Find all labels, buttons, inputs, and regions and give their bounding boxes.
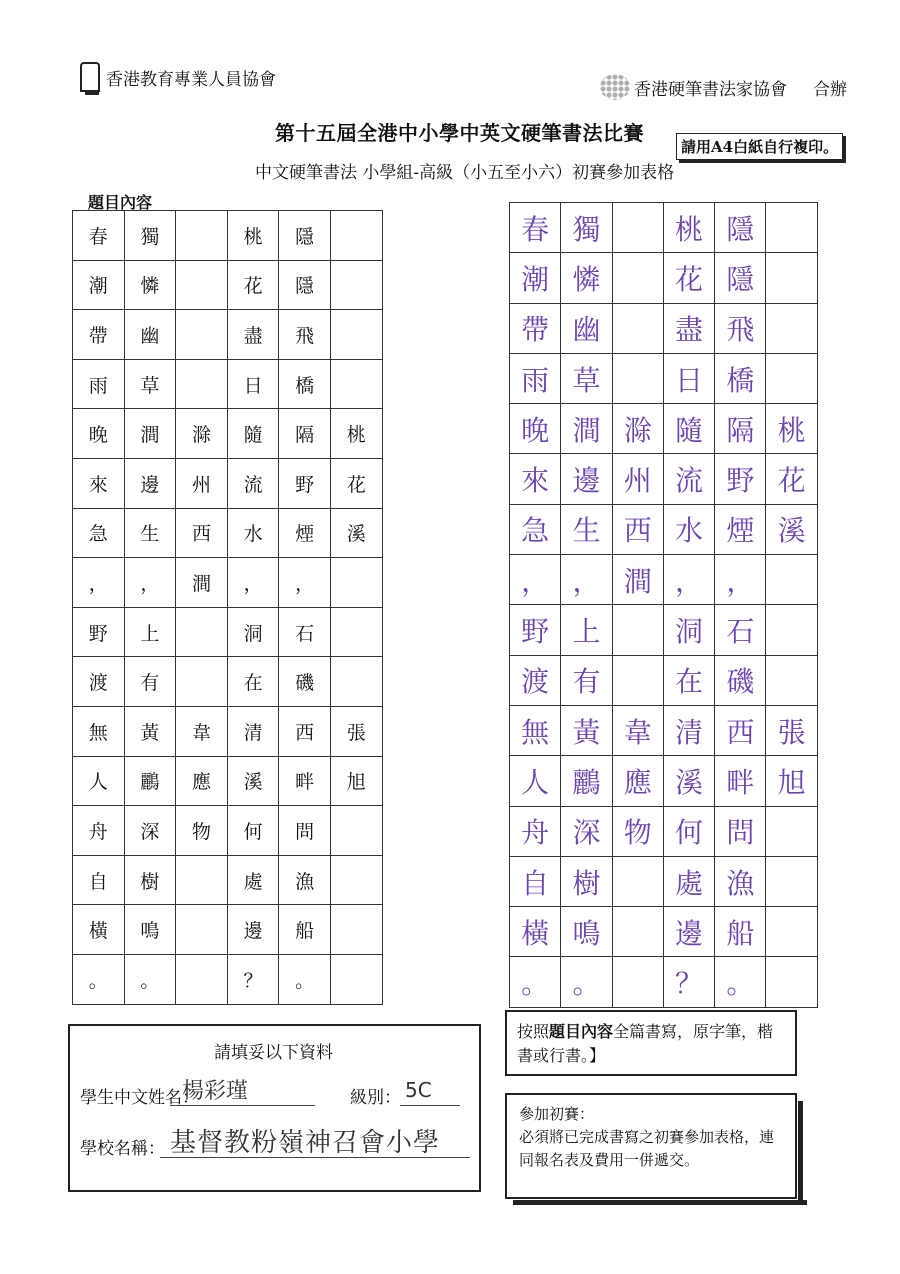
handwritten-grid-cell: 滁 [612, 404, 663, 454]
printed-grid-cell: 在 [227, 657, 279, 707]
printed-grid-row [73, 706, 383, 756]
handwritten-grid-cell: 帶 [510, 303, 561, 353]
printed-grid-cell: 自 [73, 855, 125, 905]
page-title: 第十五屆全港中小學中英文硬筆書法比賽 [275, 121, 644, 145]
grade-field[interactable]: 5C [405, 1078, 432, 1102]
printed-grid-row [73, 954, 383, 1004]
info-box-title: 請填妥以下資料 [214, 1043, 333, 1063]
handwritten-grid-cell [766, 806, 817, 856]
handwritten-grid-cell: 州 [612, 454, 663, 504]
printed-grid-cell: 處 [227, 855, 279, 905]
handwritten-grid-cell: 問 [715, 806, 766, 856]
handwritten-grid-cell: ， [715, 555, 766, 605]
printed-grid-cell: 幽 [124, 310, 176, 360]
printed-grid-cell: 澗 [176, 558, 228, 608]
printed-grid-cell: 船 [279, 905, 331, 955]
printed-grid-cell: 憐 [124, 260, 176, 310]
printed-grid-row [73, 855, 383, 905]
handwritten-grid-cell [612, 303, 663, 353]
handwritten-grid-cell [766, 907, 817, 957]
printed-grid-cell: 煙 [279, 508, 331, 558]
entry-notice-title: 參加初賽： [519, 1105, 595, 1123]
handwritten-grid-cell: 上 [561, 605, 612, 655]
school-name-field[interactable]: 基督教粉嶺神召會小學 [170, 1128, 441, 1158]
handwritten-grid-cell: 獨 [561, 203, 612, 253]
printed-grid-cell [330, 806, 382, 856]
handwritten-grid-cell: 洞 [663, 605, 714, 655]
printed-grid-cell: 隔 [279, 409, 331, 459]
handwritten-grid-cell: 生 [561, 504, 612, 554]
joint-organizer-label: 合辦 [813, 79, 847, 100]
handwritten-grid-cell: 急 [510, 504, 561, 554]
handwritten-grid-row [510, 957, 818, 1007]
handwritten-grid-row [510, 907, 818, 957]
printed-grid-cell: 來 [73, 458, 125, 508]
handwritten-grid-cell: 橋 [715, 353, 766, 403]
printed-grid-cell: 無 [73, 706, 125, 756]
writing-instructions-box [505, 1010, 797, 1076]
handwritten-grid-cell: 憐 [561, 253, 612, 303]
handwritten-grid-cell [766, 555, 817, 605]
handwritten-grid-cell: 澗 [612, 555, 663, 605]
handwritten-grid-cell: 來 [510, 454, 561, 504]
page-subtitle: 中文硬筆書法 小學組-高級（小五至小六）初賽參加表格 [255, 163, 675, 183]
printed-grid-cell [176, 211, 228, 261]
printed-grid-cell: ， [279, 558, 331, 608]
handwritten-grid-cell: 。 [561, 957, 612, 1007]
handwritten-grid-cell [766, 353, 817, 403]
printed-grid-row [73, 508, 383, 558]
handwritten-grid-cell: 渡 [510, 655, 561, 705]
printed-grid-cell: 樹 [124, 855, 176, 905]
handwritten-grid-row [510, 856, 818, 906]
handwritten-grid-cell [612, 655, 663, 705]
printed-grid-cell: 清 [227, 706, 279, 756]
printed-grid-cell: 晚 [73, 409, 125, 459]
handwritten-grid-cell [612, 856, 663, 906]
printed-grid-cell: 野 [73, 607, 125, 657]
printed-grid-cell [176, 310, 228, 360]
handwritten-grid-cell [612, 353, 663, 403]
org-left-name: 香港教育專業人員協會 [106, 69, 276, 90]
printed-grid-row [73, 558, 383, 608]
printed-grid-cell: 橫 [73, 905, 125, 955]
printed-grid-cell [176, 855, 228, 905]
handwritten-grid-cell: 黃 [561, 705, 612, 755]
printed-grid-cell: ， [124, 558, 176, 608]
printed-grid-cell: 。 [73, 954, 125, 1004]
handwritten-grid-row [510, 353, 818, 403]
handwritten-grid-cell: 有 [561, 655, 612, 705]
handwritten-grid-cell: 隔 [715, 404, 766, 454]
handwritten-grid-row [510, 504, 818, 554]
printed-grid-cell: 隱 [279, 260, 331, 310]
printed-grid-cell: 上 [124, 607, 176, 657]
handwritten-grid-cell: 邊 [561, 454, 612, 504]
handwritten-grid-cell [766, 856, 817, 906]
handwritten-grid-cell: 。 [510, 957, 561, 1007]
printed-grid-cell [330, 359, 382, 409]
instructions-bold: 題目內容 [549, 1022, 614, 1041]
handwritten-grid-cell: 船 [715, 907, 766, 957]
handwritten-grid-cell: 煙 [715, 504, 766, 554]
printed-grid-cell: 潮 [73, 260, 125, 310]
printed-grid-row [73, 657, 383, 707]
handwritten-grid-cell [766, 303, 817, 353]
printed-grid-row [73, 359, 383, 409]
handwritten-grid-cell: 橫 [510, 907, 561, 957]
handwritten-grid-cell: 無 [510, 705, 561, 755]
handwritten-grid-row [510, 253, 818, 303]
handwritten-grid-row [510, 705, 818, 755]
handwritten-grid-cell: 漁 [715, 856, 766, 906]
handwritten-grid-cell [612, 605, 663, 655]
printed-grid-cell: ？ [227, 954, 279, 1004]
student-name-field[interactable]: 楊彩瑾 [182, 1079, 249, 1104]
printed-grid-cell: 石 [279, 607, 331, 657]
handwritten-grid-cell: 桃 [663, 203, 714, 253]
handwritten-grid-cell [766, 655, 817, 705]
printed-grid-cell: 何 [227, 806, 279, 856]
printed-grid-cell: 西 [176, 508, 228, 558]
printed-grid-cell: 隨 [227, 409, 279, 459]
printed-grid-row [73, 211, 383, 261]
association-seal-icon [600, 74, 630, 100]
printed-grid-cell: 隱 [279, 211, 331, 261]
printed-grid-cell: 盡 [227, 310, 279, 360]
printed-grid-cell: 旭 [330, 756, 382, 806]
handwritten-grid-cell: 何 [663, 806, 714, 856]
handwritten-grid-cell: ， [561, 555, 612, 605]
printed-grid-cell: 橋 [279, 359, 331, 409]
printed-grid-cell: 帶 [73, 310, 125, 360]
handwritten-grid-cell: 日 [663, 353, 714, 403]
handwritten-grid-cell [612, 203, 663, 253]
printed-grid-cell: 黃 [124, 706, 176, 756]
handwritten-grid-cell: 西 [715, 705, 766, 755]
printed-grid-cell [176, 905, 228, 955]
handwritten-grid-cell: 溪 [766, 504, 817, 554]
handwritten-grid-cell: 張 [766, 705, 817, 755]
handwritten-grid-cell: 人 [510, 756, 561, 806]
handwritten-grid-cell: 盡 [663, 303, 714, 353]
printed-text-grid [72, 210, 383, 1005]
printed-grid-cell: 花 [227, 260, 279, 310]
handwritten-grid-cell [766, 957, 817, 1007]
printed-grid-cell: 舟 [73, 806, 125, 856]
printed-grid-cell: 澗 [124, 409, 176, 459]
handwritten-grid-cell: 雨 [510, 353, 561, 403]
printed-grid-cell: 有 [124, 657, 176, 707]
handwritten-answer-grid [509, 202, 818, 1008]
printed-grid-cell [176, 657, 228, 707]
printed-grid-row [73, 905, 383, 955]
handwritten-grid-cell: 隱 [715, 203, 766, 253]
org-right [600, 74, 847, 100]
handwritten-grid-cell: 鸝 [561, 756, 612, 806]
handwritten-grid-cell: 西 [612, 504, 663, 554]
printed-grid-cell: 日 [227, 359, 279, 409]
printed-grid-cell: 春 [73, 211, 125, 261]
handwritten-grid-cell: 旭 [766, 756, 817, 806]
handwritten-grid-cell: 邊 [663, 907, 714, 957]
printed-grid-cell: 獨 [124, 211, 176, 261]
printed-grid-cell: 韋 [176, 706, 228, 756]
handwritten-grid-cell: 潮 [510, 253, 561, 303]
handwritten-grid-cell: 草 [561, 353, 612, 403]
printed-grid-cell: 西 [279, 706, 331, 756]
printed-grid-cell: 水 [227, 508, 279, 558]
handwritten-grid-cell: 桃 [766, 404, 817, 454]
handwritten-grid-cell: ？ [663, 957, 714, 1007]
printed-grid-cell: 溪 [330, 508, 382, 558]
handwritten-grid-cell: 在 [663, 655, 714, 705]
handwritten-grid-row [510, 555, 818, 605]
handwritten-grid-cell: 處 [663, 856, 714, 906]
handwritten-grid-cell: 隨 [663, 404, 714, 454]
grade-underline [400, 1105, 460, 1106]
handwritten-grid-row [510, 806, 818, 856]
handwritten-grid-cell [612, 253, 663, 303]
student-name-underline [170, 1105, 315, 1106]
printed-grid-cell: 草 [124, 359, 176, 409]
handwritten-grid-row [510, 605, 818, 655]
printed-grid-cell [176, 260, 228, 310]
handwritten-grid-cell [766, 605, 817, 655]
printed-grid-cell: 應 [176, 756, 228, 806]
printed-grid-cell: 鸝 [124, 756, 176, 806]
printed-grid-cell: 。 [279, 954, 331, 1004]
printed-grid-cell: 桃 [227, 211, 279, 261]
handwritten-grid-cell: 飛 [715, 303, 766, 353]
handwritten-grid-cell: ， [510, 555, 561, 605]
printed-grid-cell: 邊 [124, 458, 176, 508]
section-label: 題目內容 [88, 193, 153, 212]
printed-grid-cell: 人 [73, 756, 125, 806]
printed-grid-cell [330, 954, 382, 1004]
handwritten-grid-cell: 幽 [561, 303, 612, 353]
handwritten-grid-cell: 花 [663, 253, 714, 303]
printed-grid-cell: 野 [279, 458, 331, 508]
printed-grid-cell: ， [227, 558, 279, 608]
instructions-prefix: 按照 [517, 1022, 550, 1041]
printed-grid-cell: 深 [124, 806, 176, 856]
printed-grid-row [73, 260, 383, 310]
handwritten-grid-cell: 韋 [612, 705, 663, 755]
handwritten-grid-cell: 溪 [663, 756, 714, 806]
printed-grid-cell [176, 359, 228, 409]
handwritten-grid-cell: 石 [715, 605, 766, 655]
handwritten-grid-cell: 花 [766, 454, 817, 504]
handwritten-grid-cell: 流 [663, 454, 714, 504]
handwritten-grid-cell: 澗 [561, 404, 612, 454]
printed-grid-cell: 畔 [279, 756, 331, 806]
grade-label: 級別： [350, 1088, 401, 1108]
handwritten-grid-cell: 隱 [715, 253, 766, 303]
printed-grid-row [73, 607, 383, 657]
association-logo-icon [80, 62, 100, 92]
printed-grid-cell: 問 [279, 806, 331, 856]
a4-note-badge: 請用A4白紙自行複印。 [676, 133, 843, 160]
printed-grid-cell: 滁 [176, 409, 228, 459]
instructions-rest: 全篇書寫，原字筆，楷書或行書。】 [517, 1022, 774, 1065]
printed-grid-cell: 州 [176, 458, 228, 508]
printed-grid-cell: 桃 [330, 409, 382, 459]
printed-grid-cell: 磯 [279, 657, 331, 707]
printed-grid-row [73, 409, 383, 459]
handwritten-grid-cell: 清 [663, 705, 714, 755]
school-name-label: 學校名稱： [80, 1139, 165, 1159]
handwritten-grid-cell: 舟 [510, 806, 561, 856]
printed-grid-cell: 生 [124, 508, 176, 558]
handwritten-grid-cell: 春 [510, 203, 561, 253]
handwritten-grid-cell: 樹 [561, 856, 612, 906]
handwritten-grid-cell [766, 253, 817, 303]
handwritten-grid-cell [766, 203, 817, 253]
handwritten-grid-row [510, 404, 818, 454]
printed-grid-cell: ， [73, 558, 125, 608]
handwritten-grid-row [510, 454, 818, 504]
printed-grid-cell: 鳴 [124, 905, 176, 955]
printed-grid-cell: 洞 [227, 607, 279, 657]
printed-grid-cell: 渡 [73, 657, 125, 707]
printed-grid-cell: 物 [176, 806, 228, 856]
handwritten-grid-cell: 鳴 [561, 907, 612, 957]
handwritten-grid-cell: 水 [663, 504, 714, 554]
printed-grid-cell: 雨 [73, 359, 125, 409]
printed-grid-cell [176, 607, 228, 657]
handwritten-grid-cell [612, 957, 663, 1007]
handwritten-grid-cell: 應 [612, 756, 663, 806]
printed-grid-cell [330, 211, 382, 261]
printed-grid-cell: 。 [124, 954, 176, 1004]
org-left [80, 62, 276, 92]
printed-grid-cell [330, 657, 382, 707]
org-right-name: 香港硬筆書法家協會 [634, 79, 787, 100]
handwritten-grid-cell: ， [663, 555, 714, 605]
handwritten-grid-cell: 野 [715, 454, 766, 504]
handwritten-grid-cell: 。 [715, 957, 766, 1007]
printed-grid-row [73, 806, 383, 856]
printed-grid-cell: 急 [73, 508, 125, 558]
printed-grid-row [73, 756, 383, 806]
handwritten-grid-cell: 晚 [510, 404, 561, 454]
entry-notice-body: 必須將已完成書寫之初賽參加表格，連同報名表及費用一併遞交。 [519, 1128, 775, 1169]
handwritten-grid-cell: 物 [612, 806, 663, 856]
printed-grid-cell: 花 [330, 458, 382, 508]
handwritten-grid-cell: 畔 [715, 756, 766, 806]
printed-grid-cell [330, 607, 382, 657]
handwritten-grid-cell: 自 [510, 856, 561, 906]
printed-grid-cell [330, 558, 382, 608]
printed-grid-cell [330, 260, 382, 310]
printed-grid-cell: 流 [227, 458, 279, 508]
handwritten-grid-cell: 深 [561, 806, 612, 856]
printed-grid-cell: 漁 [279, 855, 331, 905]
printed-grid-cell: 飛 [279, 310, 331, 360]
entry-notice-box [505, 1093, 797, 1199]
printed-grid-cell: 溪 [227, 756, 279, 806]
printed-grid-cell: 張 [330, 706, 382, 756]
printed-grid-cell [330, 905, 382, 955]
printed-grid-row [73, 458, 383, 508]
printed-grid-cell [330, 310, 382, 360]
printed-grid-cell [176, 954, 228, 1004]
printed-grid-cell: 邊 [227, 905, 279, 955]
handwritten-grid-row [510, 655, 818, 705]
handwritten-grid-row [510, 203, 818, 253]
handwritten-grid-row [510, 303, 818, 353]
handwritten-grid-cell: 野 [510, 605, 561, 655]
printed-grid-cell [330, 855, 382, 905]
student-name-label: 學生中文姓名： [80, 1088, 199, 1108]
handwritten-grid-cell [612, 907, 663, 957]
handwritten-grid-row [510, 756, 818, 806]
handwritten-grid-cell: 磯 [715, 655, 766, 705]
printed-grid-row [73, 310, 383, 360]
